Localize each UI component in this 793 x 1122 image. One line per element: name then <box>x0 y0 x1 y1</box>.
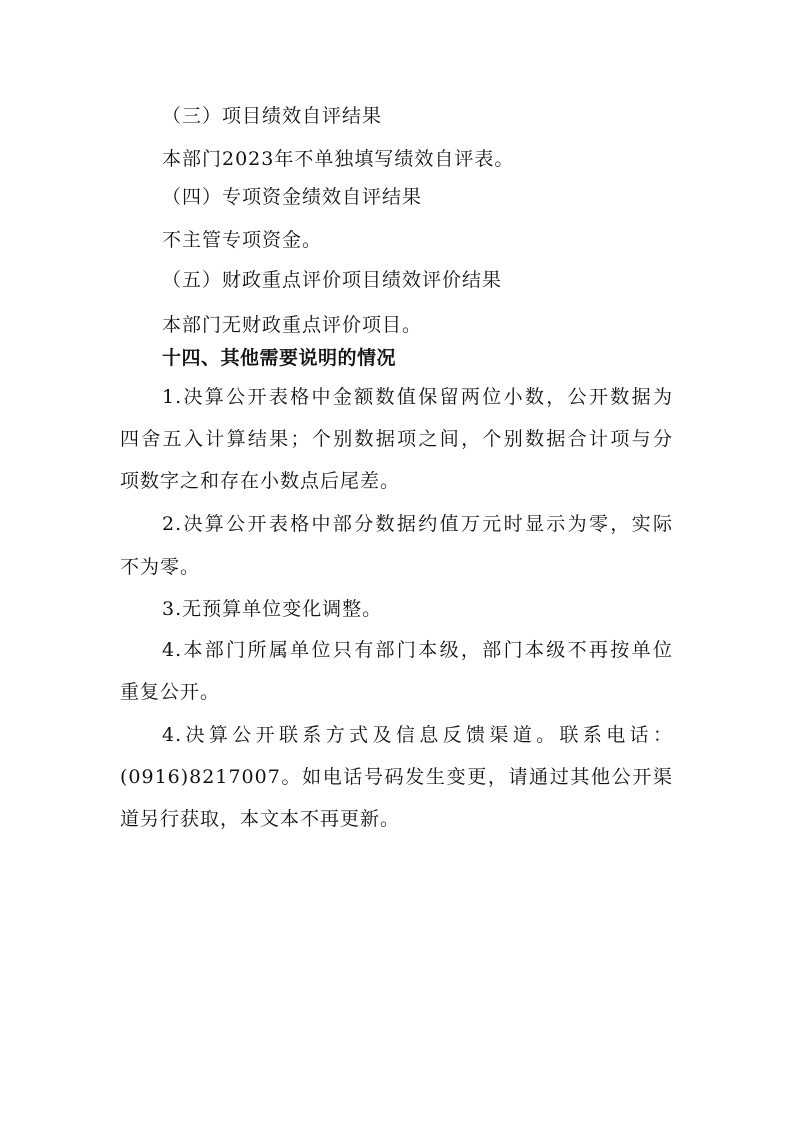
item-1-line-3: 项数字之和存在小数点后尾差。 <box>120 470 401 492</box>
item-3-line-1: 3.无预算单位变化调整。 <box>162 598 383 620</box>
section-3-heading: （三）项目绩效自评结果 <box>162 105 383 127</box>
item-4-line-2: 重复公开。 <box>120 681 221 703</box>
item-2-line-2: 不为零。 <box>120 556 201 578</box>
item-4-line-1: 4.本部门所属单位只有部门本级，部门本级不再按单位 <box>162 639 673 661</box>
item-5-line-1: 4.决算公开联系方式及信息反馈渠道。联系电话： <box>162 724 673 746</box>
item-5-line-2: (0916)8217007。如电话号码发生变更，请通过其他公开渠 <box>120 766 673 788</box>
section-3-body: 本部门2023年不单独填写绩效自评表。 <box>162 148 515 170</box>
section-14-heading: 十四、其他需要说明的情况 <box>162 347 397 369</box>
item-2-line-1: 2.决算公开表格中部分数据约值万元时显示为零，实际 <box>162 513 673 535</box>
item-1-line-1: 1.决算公开表格中金额数值保留两位小数，公开数据为 <box>162 386 673 408</box>
item-1-line-2: 四舍五入计算结果；个别数据项之间，个别数据合计项与分 <box>120 428 673 450</box>
item-5-line-3: 道另行获取，本文本不再更新。 <box>120 808 401 830</box>
section-4-body: 不主管专项资金。 <box>162 229 323 251</box>
section-4-heading: （四）专项资金绩效自评结果 <box>162 186 423 208</box>
section-5-heading: （五）财政重点评价项目绩效评价结果 <box>162 269 503 291</box>
section-5-body: 本部门无财政重点评价项目。 <box>162 314 423 336</box>
